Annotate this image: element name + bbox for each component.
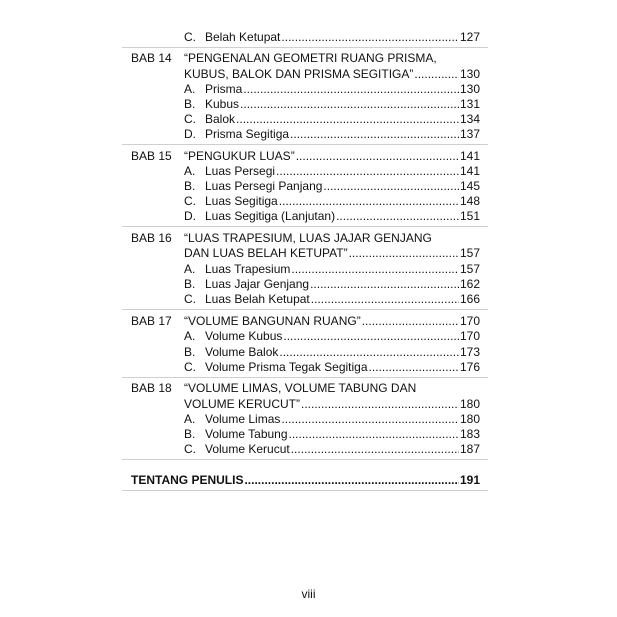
chapter-page: 170 (459, 314, 480, 328)
author-entry-title: TENTANG PENULIS (131, 473, 244, 487)
toc-letter: B. (184, 277, 196, 291)
chapter-title (184, 313, 480, 329)
toc-entry (205, 29, 480, 45)
toc-entry-title: Luas Persegi (205, 164, 276, 178)
toc-entry-title: Luas Belah Ketupat (205, 292, 310, 306)
divider (122, 144, 488, 145)
toc-entry-title: Luas Jajar Genjang (205, 277, 310, 291)
toc-entry (205, 163, 480, 179)
toc-entry-page: 180 (459, 412, 480, 426)
toc-entry-page: 157 (459, 262, 480, 276)
chapter-label: BAB 15 (131, 149, 172, 163)
divider (122, 377, 488, 378)
toc-entry-title: Luas Segitiga (205, 194, 278, 208)
toc-letter: A. (184, 262, 196, 276)
toc-entry (205, 126, 480, 142)
chapter-label: BAB 17 (131, 314, 172, 328)
toc-entry-page: 162 (459, 277, 480, 291)
toc-letter: C. (184, 360, 196, 374)
toc-entry-title: Volume Limas (205, 412, 281, 426)
chapter-page: 130 (459, 67, 480, 81)
toc-letter: B. (184, 427, 196, 441)
chapter-page: 157 (459, 246, 480, 260)
toc-entry-page: 130 (459, 82, 480, 96)
toc-entry (205, 276, 480, 292)
toc-letter: D. (184, 127, 196, 141)
divider (122, 459, 488, 460)
toc-entry-title: Volume Balok (205, 345, 279, 359)
page-number: viii (301, 587, 316, 601)
chapter-page: 141 (459, 149, 480, 163)
toc-letter: B. (184, 179, 196, 193)
divider (122, 490, 488, 491)
toc-entry-page: 134 (459, 112, 480, 126)
toc-entry-title: Luas Segitiga (Lanjutan) (205, 209, 336, 223)
toc-entry-title: Belah Ketupat (205, 30, 281, 44)
toc-letter: A. (184, 164, 196, 178)
divider (122, 226, 488, 227)
toc-letter: C. (184, 194, 196, 208)
toc-letter: D. (184, 209, 196, 223)
author-entry (131, 472, 480, 488)
toc-letter: B. (184, 97, 196, 111)
toc-entry-title: Volume Tabung (205, 427, 288, 441)
toc-entry-title: Balok (205, 112, 236, 126)
toc-entry-page: 173 (459, 345, 480, 359)
toc-entry-page: 151 (459, 209, 480, 223)
toc-letter: A. (184, 82, 196, 96)
chapter-title (184, 66, 480, 82)
toc-entry (205, 178, 480, 194)
toc-entry-page: 127 (459, 30, 480, 44)
toc-entry (205, 426, 480, 442)
chapter-title (184, 396, 480, 412)
toc-entry-page: 176 (459, 360, 480, 374)
toc-entry-title: Volume Kubus (205, 329, 283, 343)
toc-entry (205, 81, 480, 97)
toc-letter: A. (184, 329, 196, 343)
toc-entry (205, 441, 480, 457)
chapter-title-line: VOLUME KERUCUT” (184, 397, 301, 411)
toc-entry-page: 137 (459, 127, 480, 141)
toc-entry-title: Volume Prisma Tegak Segitiga (205, 360, 368, 374)
toc-entry-title: Volume Kerucut (205, 442, 290, 456)
chapter-title-line: “VOLUME BANGUNAN RUANG” (184, 314, 361, 328)
toc-letter: A. (184, 412, 196, 426)
author-entry-page: 191 (459, 473, 480, 487)
toc-entry (205, 328, 480, 344)
chapter-label: BAB 16 (131, 231, 172, 245)
toc-letter: C. (184, 112, 196, 126)
toc-entry-page: 148 (459, 194, 480, 208)
toc-entry (205, 359, 480, 375)
toc-entry (205, 411, 480, 427)
divider (122, 309, 488, 310)
toc-entry (205, 111, 480, 127)
toc-entry-title: Prisma Segitiga (205, 127, 290, 141)
chapter-title-line: KUBUS, BALOK DAN PRISMA SEGITIGA” (184, 67, 414, 81)
toc-entry-page: 145 (459, 179, 480, 193)
toc-letter: B. (184, 345, 196, 359)
toc-entry-title: Luas Persegi Panjang (205, 179, 323, 193)
chapter-title (184, 245, 480, 261)
chapter-title-line: “LUAS TRAPESIUM, LUAS JAJAR GENJANG (184, 231, 432, 245)
toc-letter: C. (184, 292, 196, 306)
chapter-page: 180 (459, 397, 480, 411)
toc-entry (205, 261, 480, 277)
divider (122, 47, 488, 48)
toc-entry-page: 170 (459, 329, 480, 343)
toc-entry (205, 193, 480, 209)
toc-entry-page: 166 (459, 292, 480, 306)
toc-letter: C. (184, 30, 196, 44)
toc-entry-page: 141 (459, 164, 480, 178)
toc-entry (205, 96, 480, 112)
chapter-label: BAB 14 (131, 51, 172, 65)
toc-entry (205, 344, 480, 360)
toc-entry (205, 291, 480, 307)
toc-letter: C. (184, 442, 196, 456)
chapter-title-line: “PENGENALAN GEOMETRI RUANG PRISMA, (184, 51, 437, 65)
chapter-title (184, 148, 480, 164)
toc-entry-page: 187 (459, 442, 480, 456)
toc-entry-page: 131 (459, 97, 480, 111)
chapter-title-line: “PENGUKUR LUAS” (184, 149, 295, 163)
toc-entry-title: Prisma (205, 82, 243, 96)
toc-entry-title: Luas Trapesium (205, 262, 291, 276)
chapter-title-line: DAN LUAS BELAH KETUPAT” (184, 246, 348, 260)
toc-entry (205, 208, 480, 224)
chapter-title-line: “VOLUME LIMAS, VOLUME TABUNG DAN (184, 381, 417, 395)
toc-entry-page: 183 (459, 427, 480, 441)
chapter-label: BAB 18 (131, 381, 172, 395)
toc-entry-title: Kubus (205, 97, 240, 111)
